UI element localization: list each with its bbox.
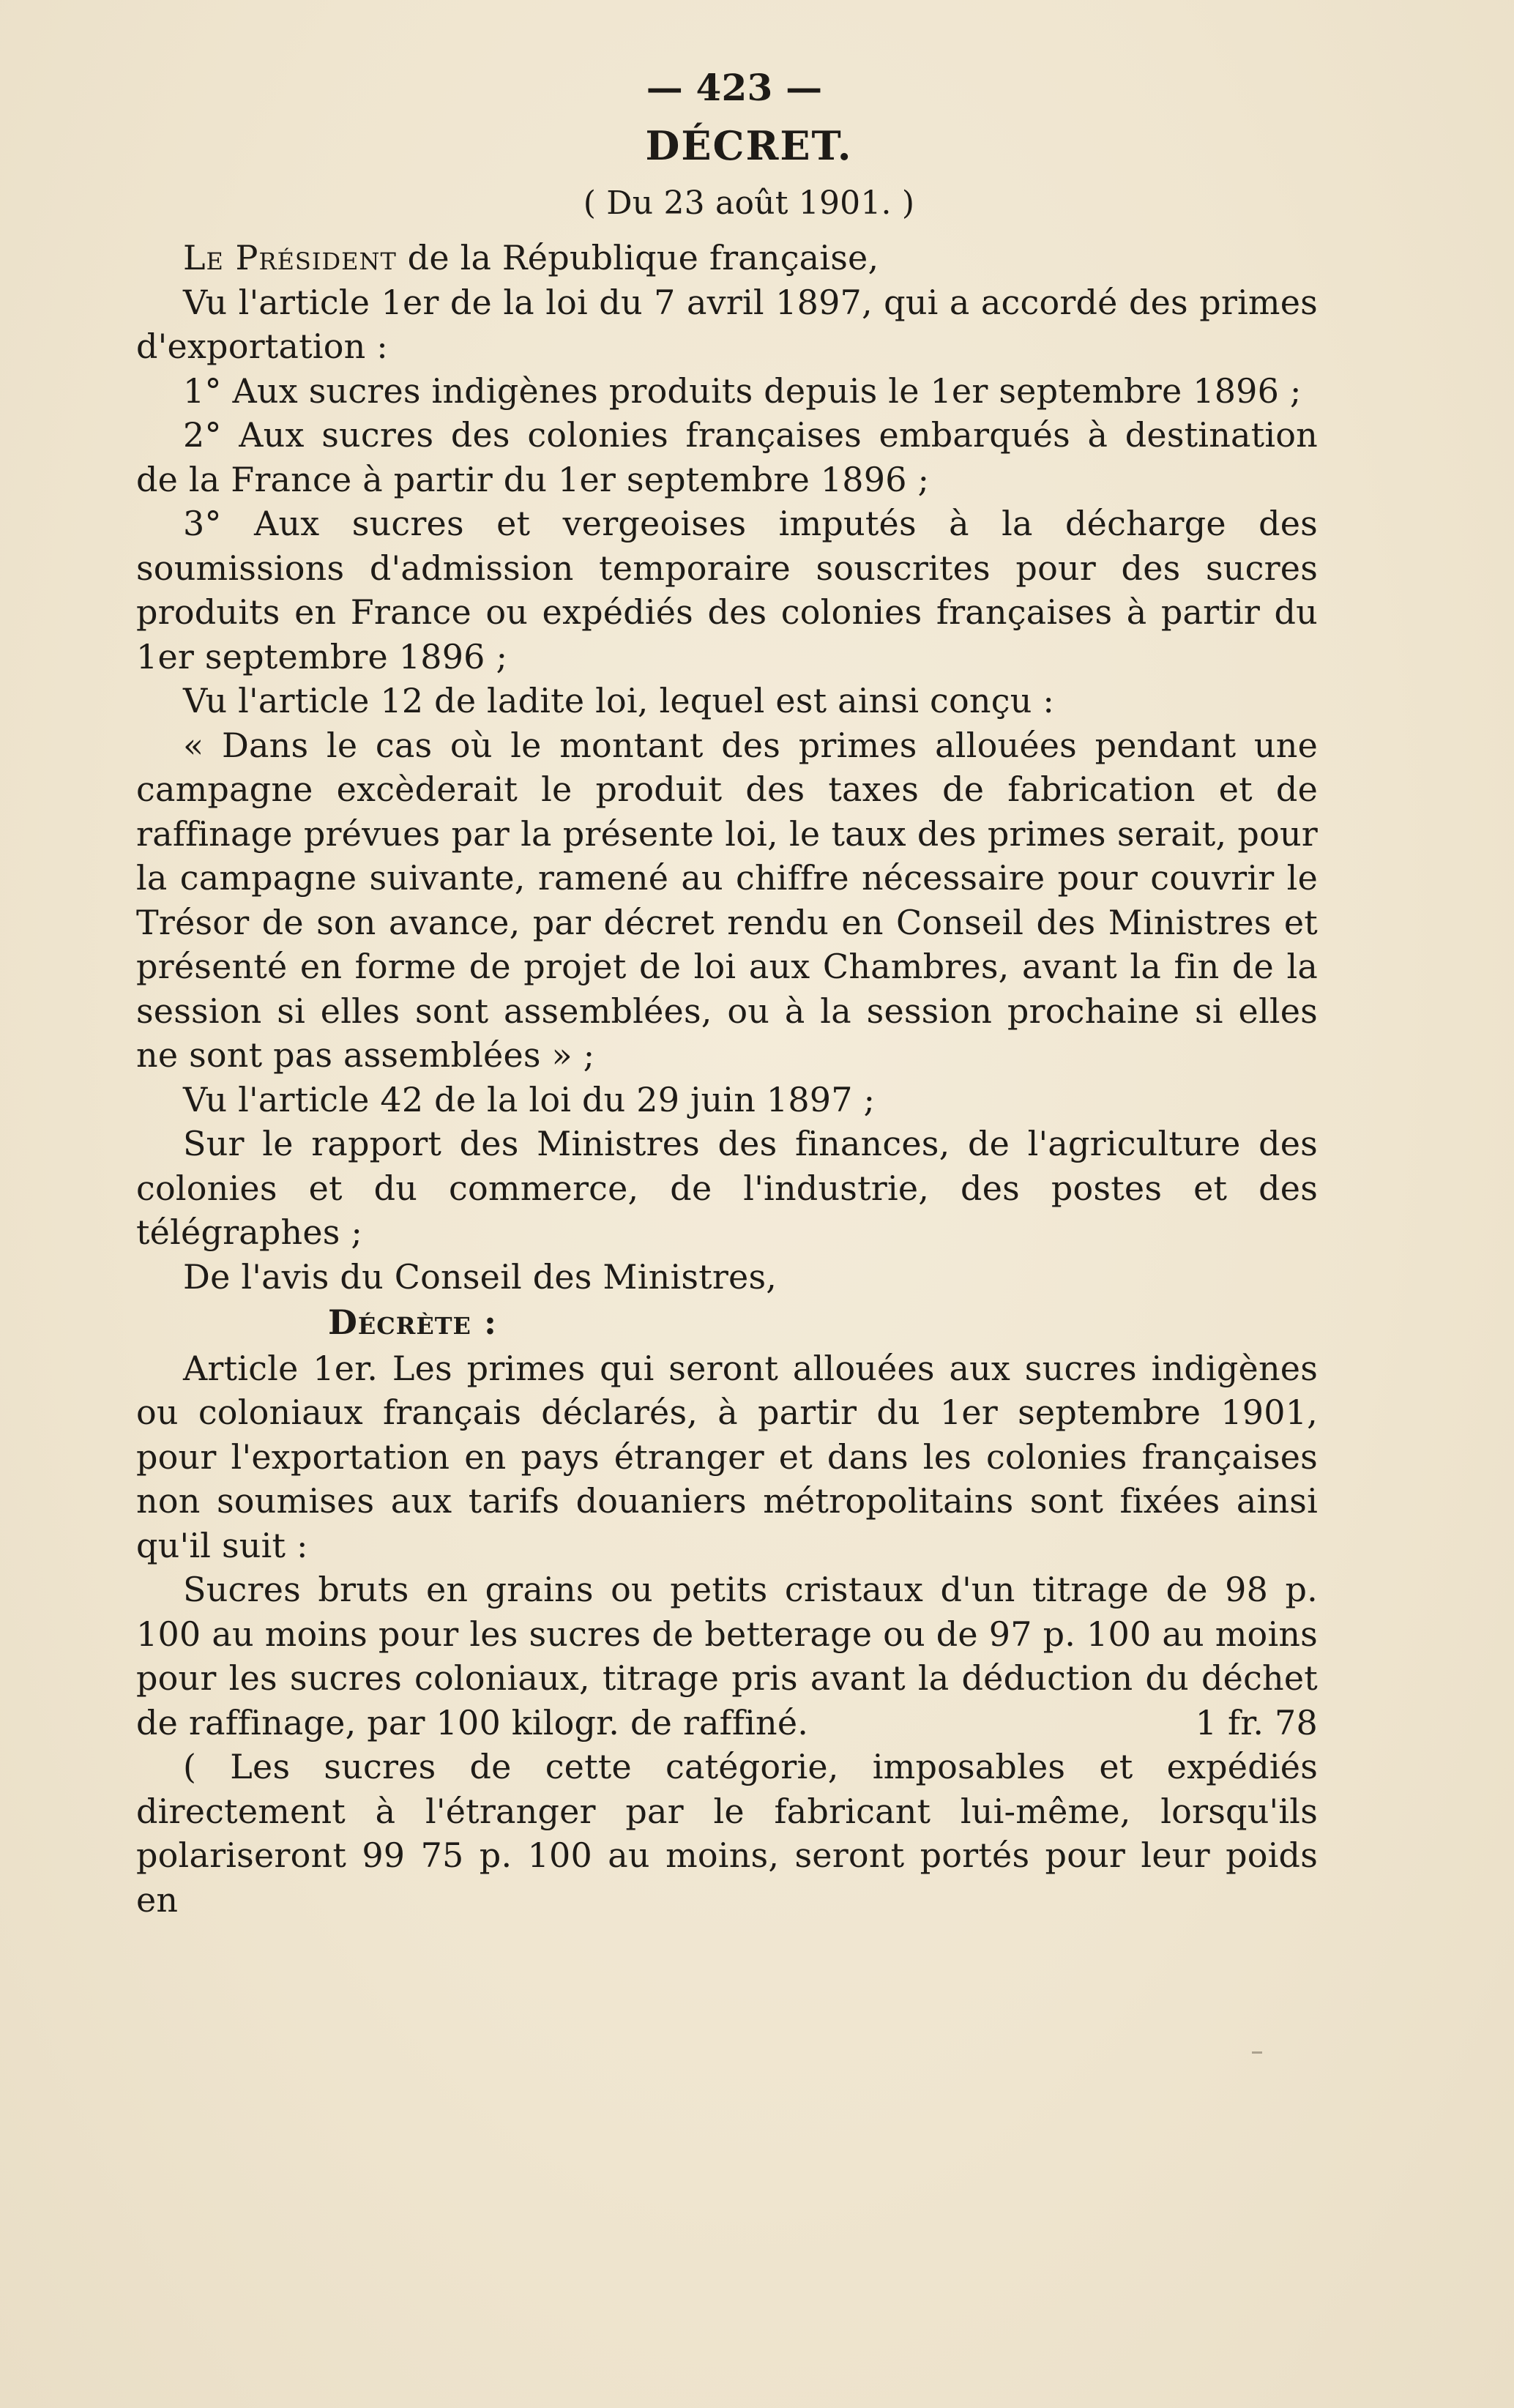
paragraph-item-2: 2° Aux sucres des colonies françaises embarqués à destination de la France à partir du 1er septembre 1896 ;	[136, 415, 1318, 499]
decree-date: ( Du 23 août 1901. )	[583, 184, 915, 222]
preamble-president	[136, 236, 1318, 280]
paragraph-rapport: Sur le rapport des Ministres des finances, de l'agriculture des colonies et du commerce, de l'industrie, des postes et des télégraphes ;	[136, 1124, 1318, 1252]
page-title: DÉCRET.	[645, 122, 853, 169]
paragraph-article-1: Article 1er. Les primes qui seront allouées aux sucres indigènes ou coloniaux français déclarés, à partir du 1er septembre 1901, pour l'exportation en pays étranger et dans les colonies françaises non soumises aux tarifs douaniers métropolitains sont fixées ainsi qu'il suit :	[136, 1348, 1318, 1565]
decrete-heading: Décrète :	[328, 1302, 497, 1342]
paragraph-vu-article-42: Vu l'article 42 de la loi du 29 juin 1897 ;	[183, 1079, 876, 1119]
president-rest: de la République française,	[396, 238, 879, 277]
page-mark	[1252, 2051, 1262, 2054]
paragraph-categorie: ( Les sucres de cette catégorie, imposables et expédiés directement à l'étranger par le fabricant lui-même, lorsqu'ils polariseront 99 75 p. 100 au moins, seront portés pour leur poids en	[136, 1747, 1318, 1920]
page-number: — 423 —	[646, 66, 823, 109]
paragraph-item-3: 3° Aux sucres et vergeoises imputés à la décharge des soumissions d'admission temporaire souscrites pour des sucres produits en France ou expédiés des colonies françaises à partir du 1er septembre 1896 ;	[136, 504, 1318, 676]
sucres-bruts-text: Sucres bruts en grains ou petits cristaux d'un titrage de 98 p. 100 au moins pour les sucres de betterage ou de 97 p. 100 au moins pour les sucres coloniaux, titrage pris avant la déduction du déchet de raffinage, par 100 kilogr. de raffiné.	[136, 1570, 1318, 1742]
paragraph-quote: « Dans le cas où le montant des primes allouées pendant une campagne excèderait le produit des taxes de fabrication et de raffinage prévues par la présente loi, le taux des primes serait, pour la campagne suivante, ramené au chiffre nécessaire pour couvrir le Trésor de son avance, par décret rendu en Conseil des Ministres et présenté en forme de projet de loi aux Chambres, avant la fin de la session si elles sont assemblées, ou à la session prochaine si elles ne sont pas assemblées » ;	[136, 725, 1318, 1075]
amount-value: 1 fr. 78	[1195, 1702, 1318, 1742]
paragraph-vu-article-12: Vu l'article 12 de ladite loi, lequel est ainsi conçu :	[183, 681, 1055, 720]
paragraph-sucres-bruts	[136, 1568, 1318, 1745]
text-block	[136, 59, 1318, 1922]
paragraph-item-1: 1° Aux sucres indigènes produits depuis le 1er septembre 1896 ;	[183, 370, 1302, 411]
president-label: Le Président	[183, 238, 397, 277]
paragraph-vu-article-1: Vu l'article 1er de la loi du 7 avril 1897, qui a accordé des primes d'exportation :	[136, 282, 1318, 366]
paragraph-avis: De l'avis du Conseil des Ministres,	[183, 1256, 777, 1297]
